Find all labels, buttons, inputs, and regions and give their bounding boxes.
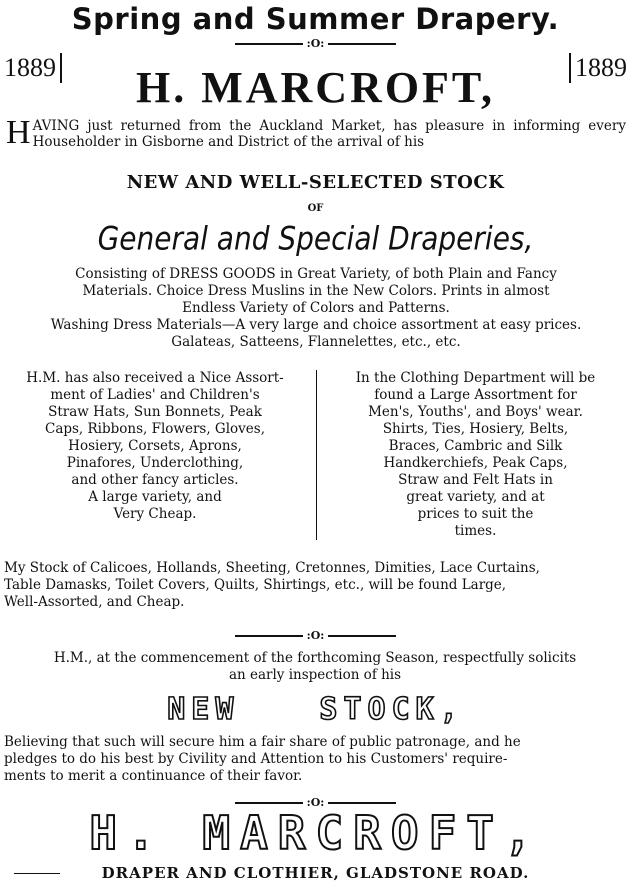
footer-signature: DRAPER AND CLOTHIER, GLADSTONE ROAD. <box>101 864 530 882</box>
consisting-line: Washing Dress Materials—A very large and choice assortment at easy prices. <box>50 317 582 333</box>
left-column-line: Hosiery, Corsets, Aprons, <box>68 438 242 454</box>
consisting-line: Consisting of DRESS GOODS in Great Variety, of both Plain and Fancy <box>75 266 557 282</box>
intro-paragraph <box>6 114 626 151</box>
left-column-line: Very Cheap. <box>113 506 197 522</box>
right-column-line: Shirts, Ties, Hosiery, Belts, <box>382 421 569 437</box>
left-column-line: ment of Ladies' and Children's <box>50 387 260 403</box>
believing-line: ments to merit a continuance of their favor. <box>4 768 303 784</box>
separator-mark: :O: <box>306 37 325 50</box>
separator-middle <box>0 630 631 642</box>
new-stock-word: NEW <box>167 692 240 727</box>
right-column <box>316 370 628 540</box>
separator-top <box>0 38 631 50</box>
right-column-line: Straw and Felt Hats in <box>398 472 553 488</box>
rule <box>328 43 396 45</box>
separator-mark: :O: <box>306 629 325 642</box>
left-column-line: H.M. has also received a Nice Assort- <box>26 370 284 386</box>
believing-line: Believing that such will secure him a fair share of public patronage, and he <box>4 734 521 750</box>
left-column-line: Pinafores, Underclothing, <box>66 455 244 471</box>
right-column-line: Handkerchiefs, Peak Caps, <box>383 455 568 471</box>
believing-line: pledges to do his best by Civility and Attention to his Customers' require- <box>4 751 508 767</box>
footer-merchant-name: H. MARCROFT, <box>89 806 542 860</box>
consisting-line: Endless Variety of Colors and Patterns. <box>182 300 450 316</box>
solicit-paragraph <box>4 650 626 684</box>
calicoes-line: Table Damasks, Toilet Covers, Quilts, Shirtings, etc., will be found Large, <box>4 577 507 593</box>
left-column-line: Caps, Ribbons, Flowers, Gloves, <box>44 421 265 437</box>
consisting-line: Materials. Choice Dress Muslins in the New Colors. Prints in almost <box>82 283 550 299</box>
year-left: 1889 <box>4 53 62 83</box>
left-column-line: A large variety, and <box>88 489 222 505</box>
rule <box>328 635 396 637</box>
calicoes-paragraph <box>4 560 626 611</box>
calicoes-line: My Stock of Calicoes, Hollands, Sheeting, Cretonnes, Dimities, Lace Curtains, <box>4 560 540 576</box>
right-column-line: found a Large Assortment for <box>374 387 577 403</box>
consisting-line: Galateas, Satteens, Flannelettes, etc., etc. <box>171 334 461 350</box>
right-column-line: times. <box>454 523 497 539</box>
stock-heading: NEW AND WELL-SELECTED STOCK <box>126 172 505 193</box>
of-word: OF <box>307 203 324 214</box>
general-heading: General and Special Draperies, <box>97 219 534 258</box>
intro-text: AVING just returned from the Auckland Market, has pleasure in informing every Householder in Gisborne and District of the arrival of his <box>32 118 626 150</box>
right-column-line: Braces, Cambric and Silk <box>388 438 563 454</box>
new-stock-heading <box>0 692 631 727</box>
right-column-line: Men's, Youths', and Boys' wear. <box>368 404 583 420</box>
rule <box>235 802 303 804</box>
rule <box>328 802 396 804</box>
believing-paragraph <box>4 734 626 785</box>
right-column-line: In the Clothing Department will be <box>355 370 596 386</box>
solicit-line: an early inspection of his <box>228 667 402 683</box>
rule <box>235 635 303 637</box>
solicit-line: H.M., at the commencement of the forthcoming Season, respectfully solicits <box>53 650 577 666</box>
merchant-name: H. MARCROFT, <box>135 63 496 112</box>
header-title: Spring and Summer Drapery. <box>71 2 560 36</box>
rule <box>235 43 303 45</box>
new-stock-word: STOCK, <box>319 692 464 727</box>
consisting-paragraph <box>6 266 626 351</box>
separator-mark: :O: <box>306 796 325 809</box>
left-column-line: Straw Hats, Sun Bonnets, Peak <box>48 404 262 420</box>
calicoes-line: Well-Assorted, and Cheap. <box>4 594 185 610</box>
left-column-line: and other fancy articles. <box>71 472 239 488</box>
year-right: 1889 <box>569 53 627 83</box>
right-column-line: prices to suit the <box>417 506 534 522</box>
left-column <box>4 370 306 523</box>
right-column-line: great variety, and at <box>406 489 545 505</box>
drop-cap: H <box>6 114 31 151</box>
